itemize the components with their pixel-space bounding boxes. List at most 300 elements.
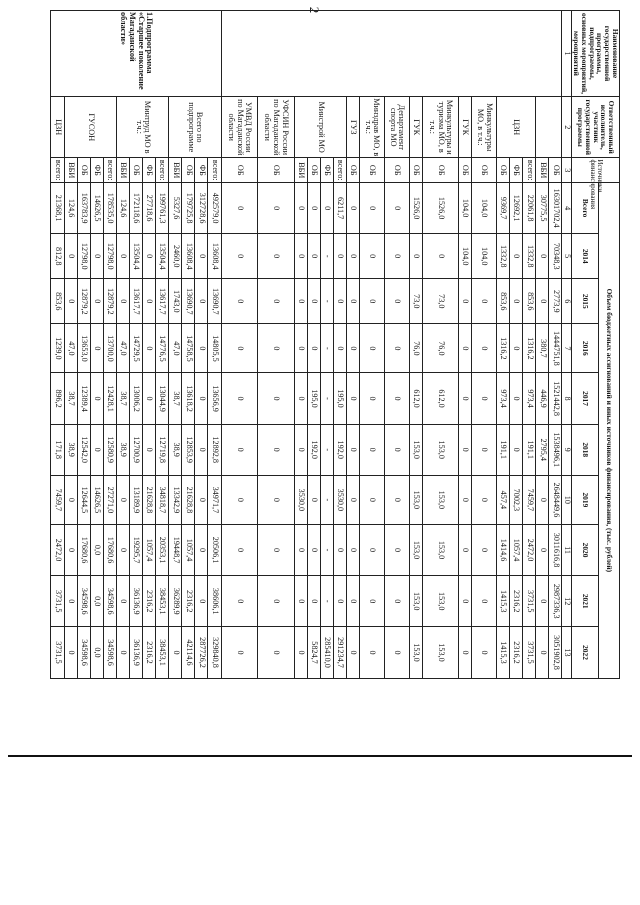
year-value: 0: [307, 234, 320, 279]
header-responsible-col: Ответственный исполнитель, участник государственной программы: [572, 97, 620, 158]
year-value: 192,0: [307, 424, 320, 475]
rotated-table: [53, 10, 620, 730]
year-value: 36136,9: [129, 627, 142, 678]
year-value: 0: [359, 576, 384, 627]
year-value: 0: [195, 234, 208, 279]
year-value: 13690,7: [182, 279, 195, 324]
total-value: 21368,1: [51, 183, 64, 234]
year-value: 34598,6: [77, 576, 90, 627]
year-value: 38,9: [64, 424, 77, 475]
funding-source: всего:: [156, 158, 169, 183]
year-value: 0: [116, 279, 129, 324]
year-value: 0,0: [90, 576, 103, 627]
year-value: 0: [294, 279, 307, 324]
year-value: 0: [195, 475, 208, 524]
year-value: 0: [359, 279, 384, 324]
funding-source: ФБ: [143, 158, 156, 183]
year-value: 5824,7: [307, 627, 320, 678]
year-value: 0: [258, 627, 295, 678]
year-value: -: [320, 475, 333, 524]
year-value: 34598,6: [103, 576, 116, 627]
table-row: [523, 11, 536, 730]
column-number: 6: [562, 279, 572, 324]
year-value: 0: [221, 279, 258, 324]
year-value: 14776,5: [156, 324, 169, 373]
funding-source: ОБ: [77, 158, 90, 183]
funding-source: ФБ: [510, 158, 523, 183]
year-value: 0: [90, 373, 103, 424]
year-value: 0: [333, 576, 346, 627]
year-value: 0: [221, 234, 258, 279]
year-value: 47,0: [64, 324, 77, 373]
year-value: 0: [359, 234, 384, 279]
year-value: 42114,6: [182, 627, 195, 678]
year-value: 812,8: [51, 234, 64, 279]
responsible-executor: ГУЗ: [346, 97, 359, 158]
year-value: 0: [64, 576, 77, 627]
budget-table-wrapper: [53, 10, 620, 730]
year-value: 0: [459, 279, 472, 324]
table-row: [409, 11, 422, 730]
year-value: 0: [510, 373, 523, 424]
year-value: 0: [346, 234, 359, 279]
subprogram-title: 1.Подпрограмма «Старшее поколение Магаданской области»: [51, 11, 221, 97]
year-value: 1057,4: [510, 524, 523, 575]
year-value: 0: [195, 324, 208, 373]
year-value: 13618,2: [182, 373, 195, 424]
table-row: [472, 11, 497, 730]
year-value: 0: [459, 424, 472, 475]
total-value: 5327,6: [169, 183, 182, 234]
year-value: 0: [472, 324, 497, 373]
year-value: 0: [195, 279, 208, 324]
year-value: 13653,0: [77, 324, 90, 373]
year-value: 2987336,3: [549, 576, 562, 627]
year-value: 12892,8: [208, 424, 221, 475]
year-value: 0: [294, 324, 307, 373]
year-value: 0: [258, 234, 295, 279]
total-value: 6211,7: [333, 183, 346, 234]
year-value: 13342,9: [169, 475, 182, 524]
column-number: 11: [562, 524, 572, 575]
year-value: 13700,0: [103, 324, 116, 373]
funding-source: ОБ: [182, 158, 195, 183]
year-value: 0: [90, 279, 103, 324]
year-value: 0: [536, 475, 549, 524]
year-value: 0: [333, 524, 346, 575]
year-value: 0: [384, 324, 409, 373]
funding-source: ВБИ: [64, 158, 77, 183]
table-row: [103, 11, 116, 730]
year-value: 38,9: [116, 424, 129, 475]
total-value: 16301702,4: [549, 183, 562, 234]
total-value: 1526,0: [409, 183, 422, 234]
year-value: 21628,8: [182, 475, 195, 524]
year-value: 34598,6: [77, 627, 90, 678]
year-value: 1332,8: [497, 234, 510, 279]
year-value: 0: [116, 524, 129, 575]
year-value: 0: [221, 627, 258, 678]
year-value: 0: [221, 324, 258, 373]
name-cell: [221, 11, 562, 97]
year-value: 0: [90, 424, 103, 475]
responsible-executor: Минстрой МО: [294, 97, 346, 158]
year-value: 13608,4: [182, 234, 195, 279]
year-value: 20506,1: [208, 524, 221, 575]
year-value: 0: [510, 234, 523, 279]
year-value: 0: [221, 576, 258, 627]
year-value: 0: [195, 524, 208, 575]
year-value: 0: [307, 475, 320, 524]
year-value: 3731,5: [523, 576, 536, 627]
year-value: 0: [143, 279, 156, 324]
year-value: 0: [384, 234, 409, 279]
column-number: 3: [562, 158, 572, 183]
funding-source: ВБИ: [116, 158, 129, 183]
total-value: 124,6: [116, 183, 129, 234]
year-value: 34818,7: [156, 475, 169, 524]
year-value: 853,6: [523, 279, 536, 324]
year-value: 0,0: [90, 524, 103, 575]
column-number: 7: [562, 324, 572, 373]
year-value: 7002,3: [510, 475, 523, 524]
year-value: -: [320, 324, 333, 373]
year-value: 0: [359, 627, 384, 678]
total-value: 1526,0: [422, 183, 459, 234]
table-row: [156, 11, 169, 730]
year-value: 2460,0: [169, 234, 182, 279]
year-value: 1538496,1: [549, 424, 562, 475]
year-value: 76,0: [422, 324, 459, 373]
year-value: -: [320, 524, 333, 575]
year-value: 0: [459, 475, 472, 524]
funding-source: ОБ: [359, 158, 384, 183]
year-value: 153,0: [422, 475, 459, 524]
total-value: 0: [359, 183, 384, 234]
header-year: 2017: [572, 373, 598, 424]
column-number: 1: [562, 11, 572, 97]
year-value: 38453,1: [156, 627, 169, 678]
year-value: 0: [384, 524, 409, 575]
year-value: 73,0: [422, 279, 459, 324]
year-value: 19295,7: [129, 524, 142, 575]
year-value: 2472,0: [523, 524, 536, 575]
total-value: 27718,6: [143, 183, 156, 234]
column-number: 5: [562, 234, 572, 279]
responsible-executor: [536, 97, 562, 158]
year-value: 1415,3: [497, 576, 510, 627]
funding-source: ФБ: [320, 158, 333, 183]
funding-source: ФБ: [90, 158, 103, 183]
year-value: 27271,0: [103, 475, 116, 524]
funding-source: ОБ: [549, 158, 562, 183]
year-value: 0: [307, 324, 320, 373]
year-value: 0: [459, 324, 472, 373]
total-value: 30775,5: [536, 183, 549, 234]
funding-source: всего:: [333, 158, 346, 183]
total-value: 179725,8: [182, 183, 195, 234]
year-value: 0: [510, 279, 523, 324]
year-value: 21628,8: [143, 475, 156, 524]
year-value: 0: [307, 576, 320, 627]
funding-source: ОБ: [258, 158, 295, 183]
year-value: 12700,9: [129, 424, 142, 475]
funding-source: ОБ: [497, 158, 510, 183]
year-value: 0: [221, 524, 258, 575]
year-value: 0: [116, 234, 129, 279]
year-value: 0: [472, 373, 497, 424]
column-number: 8: [562, 373, 572, 424]
table-row: [359, 11, 384, 730]
year-value: 47,0: [169, 324, 182, 373]
responsible-executor: Всего по подпрограмме: [169, 97, 221, 158]
year-value: 0: [510, 324, 523, 373]
year-value: 0: [143, 324, 156, 373]
year-value: 0: [459, 373, 472, 424]
year-value: 0: [346, 373, 359, 424]
year-value: 0: [64, 234, 77, 279]
header-year: 2018: [572, 424, 598, 475]
table-row: [459, 11, 472, 730]
column-number: 9: [562, 424, 572, 475]
year-value: 2795,4: [536, 424, 549, 475]
page-number: 2: [307, 6, 322, 14]
funding-source: ОБ: [422, 158, 459, 183]
year-value: 153,0: [422, 424, 459, 475]
responsible-executor: ЦЗН: [51, 97, 64, 158]
year-value: 34598,6: [103, 627, 116, 678]
responsible-executor: Минкультуры МО, в т.ч.:: [472, 97, 497, 158]
year-value: 195,0: [307, 373, 320, 424]
year-value: 17680,6: [77, 524, 90, 575]
year-value: 12879,2: [103, 279, 116, 324]
year-value: 0: [359, 373, 384, 424]
funding-source: ОБ: [346, 158, 359, 183]
year-value: 0: [472, 424, 497, 475]
year-value: 0: [258, 524, 295, 575]
year-value: 2472,0: [51, 524, 64, 575]
year-value: 104,0: [472, 234, 497, 279]
funding-source: всего:: [208, 158, 221, 183]
responsible-executor: ГУК: [409, 97, 422, 158]
table-row: [422, 11, 459, 730]
year-value: 2316,2: [510, 576, 523, 627]
year-value: 853,6: [497, 279, 510, 324]
year-value: 0: [510, 424, 523, 475]
year-value: 380,7: [536, 324, 549, 373]
year-value: 3731,5: [523, 627, 536, 678]
year-value: 2316,2: [510, 627, 523, 678]
total-value: 124,6: [64, 183, 77, 234]
year-value: 0: [169, 627, 182, 678]
year-value: 2648449,6: [549, 475, 562, 524]
funding-source: ОБ: [409, 158, 422, 183]
year-value: 14758,5: [182, 324, 195, 373]
total-value: 14626,5: [90, 183, 103, 234]
year-value: 0: [195, 576, 208, 627]
total-value: 172118,6: [129, 183, 142, 234]
year-value: 192,0: [333, 424, 346, 475]
year-value: 153,0: [409, 627, 422, 678]
year-value: 171,8: [51, 424, 64, 475]
year-value: 0: [294, 627, 307, 678]
year-value: 0: [346, 324, 359, 373]
year-value: 0: [294, 576, 307, 627]
year-value: 1057,4: [143, 524, 156, 575]
table-row: [221, 11, 258, 730]
year-value: 0: [409, 234, 422, 279]
year-value: 14626,5: [90, 475, 103, 524]
year-value: 896,2: [51, 373, 64, 424]
year-value: 0: [294, 234, 307, 279]
year-value: 34971,7: [208, 475, 221, 524]
year-value: 3051902,8: [549, 627, 562, 678]
year-value: 0: [294, 524, 307, 575]
total-value: 0: [307, 183, 320, 234]
total-value: 0: [294, 183, 307, 234]
header-year: 2019: [572, 475, 598, 524]
year-value: 191,1: [497, 424, 510, 475]
header-year: 2021: [572, 576, 598, 627]
year-value: 3530,0: [333, 475, 346, 524]
year-value: 3011616,8: [549, 524, 562, 575]
year-value: 0: [346, 279, 359, 324]
year-value: 12879,2: [77, 279, 90, 324]
year-value: 0: [346, 524, 359, 575]
year-value: 0: [294, 424, 307, 475]
funding-source: ВБИ: [169, 158, 182, 183]
year-value: 0: [90, 234, 103, 279]
year-value: 457,4: [497, 475, 510, 524]
year-value: 195,0: [333, 373, 346, 424]
year-value: 0: [258, 424, 295, 475]
year-value: 12580,9: [103, 424, 116, 475]
year-value: 70348,3: [549, 234, 562, 279]
year-value: 13006,2: [129, 373, 142, 424]
year-value: 612,0: [422, 373, 459, 424]
header-year: 2022: [572, 627, 598, 678]
year-value: 36136,9: [129, 576, 142, 627]
year-value: 3731,5: [51, 627, 64, 678]
year-value: -: [320, 373, 333, 424]
table-row: [384, 11, 409, 730]
year-value: 0: [384, 424, 409, 475]
year-value: 2316,2: [143, 627, 156, 678]
year-value: 0: [384, 627, 409, 678]
year-value: 0: [221, 373, 258, 424]
year-value: 104,0: [459, 234, 472, 279]
year-value: 0: [116, 627, 129, 678]
year-value: 153,0: [422, 524, 459, 575]
year-value: 47,0: [116, 324, 129, 373]
responsible-executor: ГУСОН: [64, 97, 116, 158]
total-value: 0: [384, 183, 409, 234]
year-value: 0: [536, 627, 549, 678]
funding-source: ОБ: [129, 158, 142, 183]
year-value: 0: [472, 576, 497, 627]
year-value: -: [320, 279, 333, 324]
year-value: 191,1: [523, 424, 536, 475]
year-value: 0: [472, 279, 497, 324]
year-value: 973,4: [497, 373, 510, 424]
year-value: 3731,5: [51, 576, 64, 627]
responsible-executor: ЦЗН: [497, 97, 536, 158]
year-value: 2316,2: [182, 576, 195, 627]
year-value: 0: [221, 475, 258, 524]
year-value: 13044,9: [156, 373, 169, 424]
budget-table: [50, 10, 620, 730]
year-value: 1415,3: [497, 627, 510, 678]
total-value: 0: [320, 183, 333, 234]
year-value: 0: [64, 475, 77, 524]
total-value: 163783,9: [77, 183, 90, 234]
year-value: 13617,7: [129, 279, 142, 324]
total-value: 0: [346, 183, 359, 234]
year-value: 153,0: [409, 576, 422, 627]
header-year: 2020: [572, 524, 598, 575]
year-value: 0: [258, 576, 295, 627]
year-value: 1316,2: [523, 324, 536, 373]
year-value: 291234,7: [333, 627, 346, 678]
funding-source: ОБ: [221, 158, 258, 183]
table-body: [51, 11, 562, 730]
year-value: 3530,0: [294, 475, 307, 524]
year-value: 0: [346, 576, 359, 627]
total-value: 22061,8: [523, 183, 536, 234]
table-row: [258, 11, 295, 730]
total-value: 0: [258, 183, 295, 234]
table-row: [208, 11, 221, 730]
year-value: 0: [143, 234, 156, 279]
year-value: 12428,1: [103, 373, 116, 424]
year-value: 0: [143, 373, 156, 424]
year-value: 0,0: [90, 627, 103, 678]
table-row: [549, 11, 562, 730]
year-value: 0: [359, 324, 384, 373]
year-value: 13504,4: [156, 234, 169, 279]
year-value: 612,0: [409, 373, 422, 424]
year-value: 153,0: [409, 475, 422, 524]
year-value: 0: [294, 373, 307, 424]
year-value: 1316,2: [497, 324, 510, 373]
year-value: 13189,9: [129, 475, 142, 524]
total-value: 178535,0: [103, 183, 116, 234]
year-value: 0: [536, 234, 549, 279]
year-value: 1332,8: [523, 234, 536, 279]
year-value: 0: [64, 524, 77, 575]
year-value: 0: [64, 627, 77, 678]
year-value: 0: [536, 279, 549, 324]
funding-source: ОБ: [459, 158, 472, 183]
year-value: 0: [333, 234, 346, 279]
year-value: 1521442,8: [549, 373, 562, 424]
total-value: 492579,0: [208, 183, 221, 234]
year-value: 38,7: [116, 373, 129, 424]
column-number: 13: [562, 627, 572, 678]
table-row: [51, 11, 64, 730]
year-value: 12719,8: [156, 424, 169, 475]
year-value: 0: [384, 279, 409, 324]
total-value: 199761,3: [156, 183, 169, 234]
funding-source: ОБ: [384, 158, 409, 183]
year-value: 12853,9: [182, 424, 195, 475]
year-value: 12542,0: [77, 424, 90, 475]
year-value: 0: [359, 524, 384, 575]
year-value: 12644,5: [77, 475, 90, 524]
header-source-col: Источники финансирования: [572, 158, 620, 183]
header-year: 2015: [572, 279, 598, 324]
responsible-executor: Минкультуры и туризма МО, в т.ч.:: [422, 97, 459, 158]
